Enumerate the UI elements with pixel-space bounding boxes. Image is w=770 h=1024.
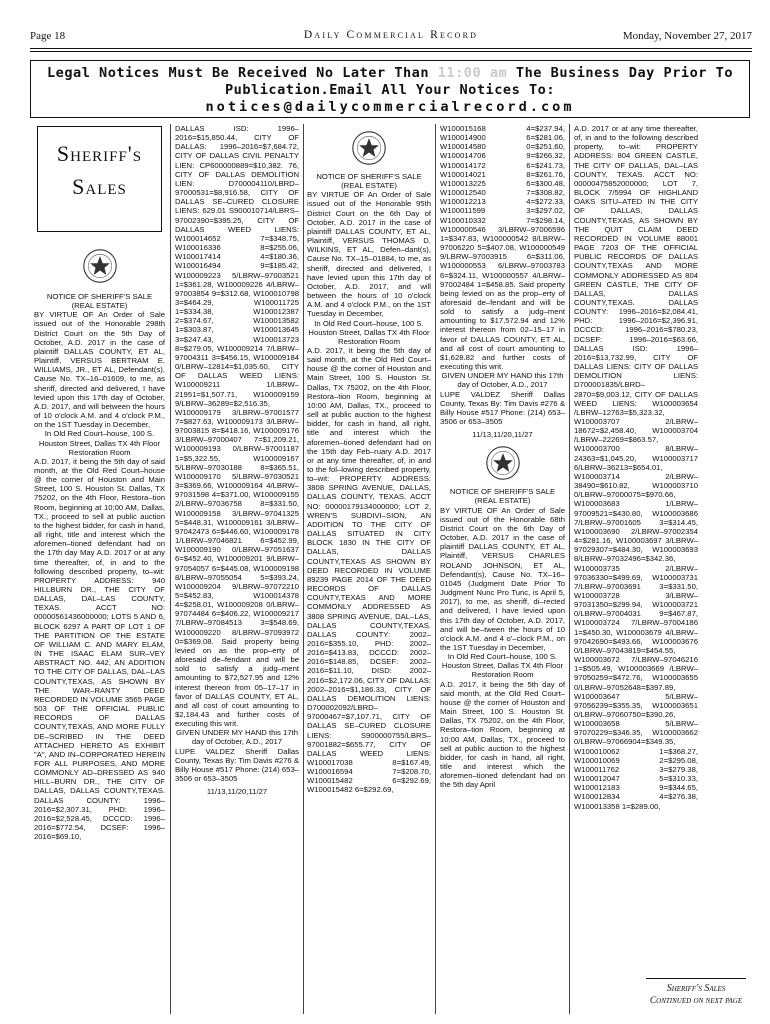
- column-1: [34, 124, 165, 1024]
- notice-location: In Old Red Court–house, 100 S. Houston Street, Dallas TX 4th Floor Restoration Room: [308, 318, 430, 346]
- section-title: Sheriff's Sales: [56, 141, 143, 199]
- notice-location: In Old Red Court–house, 100 S. Houston Street, Dallas TX 4th Floor Restoration Room: [38, 429, 161, 457]
- notice-signature-date: GIVEN UNDER MY HAND this 17th day of October, A.D., 2017: [175, 728, 299, 747]
- column-2: [175, 124, 299, 1024]
- column-divider: [569, 124, 570, 1014]
- column-divider: [435, 124, 436, 1014]
- page-number: Page 18: [30, 30, 66, 42]
- continued-note: [646, 978, 746, 1011]
- banner-line-2: Publication.Email All Your Notices To:: [225, 82, 555, 98]
- notice-body: BY VIRTUE OF An Order of Sale issued out of the Honorable 298th District Court on the 5th Day of October, A.D. 2017 in the case of plaintiff DALLAS COUNTY, ET AL, Plaintiff, VERSUS BERTRAM E. WILLIAMS, JR., ET AL, Defendant(s), Cause No. TX–16–01609, to me, as sheriff, directed and delivered, I have levied upon this 17th day of October, A.D. 2017, and will between the hours of 10 o'clock A.M. and 4 o'clock P.M., on the 1ST Tuesday in December,: [34, 310, 165, 430]
- notice-body: BY VIRTUE OF An Order of Sale issued out of the Honorable 68th District Court on the 6th Day of October, A.D. 2017 in the case of plaintiff DALLAS COUNTY, ET AL, Plaintiff, VERSUS CHARLES ROLAND JOHNSON, ET AL, Defendant(s), Cause No. TX–16–01045 (Judgment Date Prior To Judgment Nunc Pro Tunc, is April 5, 2017), to me, as sheriff, di–rected and delivered, I have levied upon this 17th day of October, A.D. 2017, and will be–tween the hours of 10 o'clock A.M. and 4 o'–clock P.M., on the 1ST Tuesday in December,: [440, 505, 565, 652]
- notice-body: A.D. 2017, it being the 5th day of said month, at the Old Red Court–house @ the corner of Houston and Main Street, 100 S. Houston St. Dallas, TX 75202, on the 4th Floor, Restora–tion Room, beginning at 10:00 AM, Dallas, TX., proceed to sell at public auction to the highest bidder, for cash in hand, all right, title and interest which the aforemen–tioned defendant had on the 15th day Feb–ruary A.D. 2017 or at any time thereafter, of, in and to the fol–lowing described property, to–wit: PROPERTY ADDRESS: 3808 SPRING AVENUE, DALLAS, DALLAS COUNTY, TEXAS. ACCT NO: 00000179134000000; LOT 2, WREN'S SUBDIVI–SION, AN ADDITION TO THE CITY OF DALLAS SITUATED IN CITY BLOCK 1830 IN THE CITY OF DALLAS, DALLAS COUNTY,TEXAS AS SHOWN BY DEED RECORDED IN VOLUME 89239 PAGE 2014 OF THE DEED RECORDS OF DALLAS COUNTY,TEXAS AND MORE COMMONLY ADDRESSED AS 3808 SPRING AVENUE, DAL–LAS, DALLAS COUNTY,TEXAS. DALLAS COUNTY: 2002–2016=$355.10, PHD: 2002–2016=$413.83, DCCCD: 2002–2016=$148.85, DCSEF: 2002–2016=$11.10, DISD: 2002–2016=$2,172.06, CITY OF DALLAS: 2002–2016=$1,186.33, CITY OF DALLAS DEMOLITION LIENS: D700002092/LBRD–97000467=$7,107.71, CITY OF DALLAS SE–CURED CLOSURE LIENS: S900000755/LBRS–97001882=$655.77, CITY OF DALLAS WEED LIENS: W100017038 8=$167.49, W100016594 7=$208.70, W100015482 6=$292.69, W100015482 6=$292.69,: [307, 345, 431, 795]
- notice-signature: LUPE VALDEZ Sheriff Dallas County, Texas By: Tim Davis #276 & Billy House #517 Phone: (214) 653–3506 or 653–3505: [440, 389, 565, 426]
- notice-title: NOTICE OF SHERIFF'S SALE: [449, 487, 556, 497]
- issue-date: Monday, November 27, 2017: [622, 30, 752, 42]
- publication-name: Daily Commercial Record: [303, 29, 479, 41]
- notice-body: A.D. 2017 or at any time thereafter, of, in and to the following described property, to–wit: PROPERTY ADDRESS: 804 GREEN CASTLE, THE CITY OF DALLAS, DAL–LAS COUNTY, TEXAS. ACCT NO: 00000475852000000; LOT 7, BLOCK 7/5994 OF HIGHLAND OAKS SITU–ATED IN THE CITY OF DALLAS, DALLAS COUNTY,TEXAS, AS SHOWN BY THE QUIT CLAIM DEED RECORDED IN VOLUME 88001 PAGE 7203 OF THE OFFICIAL PUBLIC RECORDS OF DALLAS COUNTY,TEXAS AND MORE COMMONLY ADDRESSED AS 804 GREEN CASTLE, THE CITY OF DALLAS, DALLAS COUNTY,TEXAS. DALLAS COUNTY: 1996–2016=$2,084.41, PHD: 1996–2016=$2,396.91, DCCCD: 1996–2016=$780.23, DCSEF: 1996–2016=$63.66, DALLAS ISD: 1996–2016=$13,732.99, CITY OF DALLAS LIENS: CITY OF DALLAS DEMOLITION LIENS: D700001835/LBRD–2870=$9,003.12, CITY OF DALLAS WEED LIENS: W100003654 /LBRW–12763=$5,323.32, W100003707 2/LBRW–18672=$2,458.40, W100003704 /LBRW–22269=$863.57, W100003700 8/LBRW–24363=$1,045.20, W100003717 6/LBRW–36213=$654.01, W100003714 2/LBRW–38490=$610.82, W100003710 0/LBRW–97000075=$970.66, W100003683 1/LBRW–97009521=$430.80, W100003686 7/LBRW–97001605 3=$314.45, W100003690 2/LBRW–97002354 4=$281.16, W100003697 3/LBRW–97029307=$484.30, W100003693 8/LBRW–97032496=$342.36, W100003735 2/LBRW–97036330=$499.69, W100003731 7/LBRW–97003691 3=$331.50, W100003728 3/LBRW–97031350=$299.94, W100003721 0/LBRW–97004031 9=$467.87, W100003724 7/LBRW–97004186 1=$450.30, W100003679 4/LBRW–97042690=$493.66, W100003676 0/LBRW–97043819=$454.55, W100003672 7/LBRW–97046216 1=$505.49, W100003669 /LBRW–97050259=$472.76, W100003655 0/LBRW–97052648=$397.89, W100003647 5/LBRW–97056239=$355.35, W100003651 0/LBRW–97060750=$390.26, W100003658 5/LBRW–97070229=$346.35, W100003662 0/LBRW–97066904=$349.35, W100010062 1=$368.27, W100010069 2=$295.08, W100011762 3=$279.38, W100012047 5=$310.33, W100012183 9=$344.65, W100012834 4=$276.38, W100013358 1=$289.00,: [574, 124, 698, 811]
- header-rule: [30, 48, 752, 49]
- banner-text: The Business Day Prior To: [507, 65, 734, 81]
- banner-text: Legal Notices Must Be Received No Later Than: [46, 65, 438, 81]
- notice-title: NOTICE OF SHERIFF'S SALE: [316, 172, 422, 181]
- column-3: [307, 124, 431, 1024]
- publication-dates: 11/13,11/20,11/27: [206, 787, 268, 797]
- notice-body: DALLAS ISD: 1996–2016=$15,850.44, CITY OF DALLAS: 1996–2016=$7,684.72, CITY OF DALLAS CIVIL PENALTY LIEN: CP600000889=$10,382. 76, CITY OF DALLAS DEMOLITION LIEN: D700004110/LBRD–97000531=$8,916.58, CITY OF DALLAS SE–CURED CLOSURE LIENS: 629.01 S900010714/LBRS–97002390=$395.25, CITY OF DALLAS WEED LIENS: W100014652 7=$348.75, W100016336 8=$255.06, W100017414 4=$180.36, W100016494 9=$185.42, W100009223 5/LBRW–97003521 1=$361.28, W100009226 4/LBRW–97003854 9=$312.68, W100010798 3=$464.29, W100011725 1=$334.38, W100012387 2=$374.67, W100013582 1=$303.87, W100013645 3=$247.43, W100013723 8=$279.05, W100009214 7/LBRW–97004311 3=$456.15, W100009184 0/LBRW–12814=$1,035.60, CITY OF DALLAS WEED LIENS: W100009211 1/LBRW–21951=$1,507.71, W100009159 9/LBRW–36289=$2,516.35, W100009179 3/LBRW–97001577 7=$827.63, W100009173 3/LBRW–97003815 8=$418.16, W100009176 3/LBRW–97000407 7=$1,209.21, W100009193 0/LBRW–97001187 1=$5,322.55, W100009167 5/LBRW–97030188 8=$365.51, W100009170 5/LBRW–97030521 3=$369.66, W100009164 4/LBRW–97031598 4=$371.00, W100009155 2/LBRW–97036758 8=$331.50, W100009158 3/LBRW–97041325 5=$448.31, W100009161 3/LBRW–97042473 6=$446.60, W100009178 1/LBRW–97046821 6=$452.99, W100009190 0/LBRW–97051637 6=$452.40, W100009201 9/LBRW–97054057 6=$445.08, W100009198 8/LBRW–97055054 5=$393.24, W100009204 9/LBRW–97072210 5=$452.83, W100014378 4=$258.01, W100009208 0/LBRW–97074484 6=$406.22, W100009217 7/LBRW–97084513 3=$548.69, W100009220 8/LBRW–97093972 0=$369.08. Said property being levied on as the prop–erty of aforesaid de–fendant and will be sold to satisfy a judg–ment amounting to $72,527.95 and 12% interest thereon from 05–17–17 in favor of DALLAS COUNTY, ET AL, and all cost of court amounting to $2,184.43 and further costs of executing this writ.: [175, 124, 299, 729]
- notice-body: BY VIRTUE OF An Order of Sale issued out of the Honorable 95th District Court on the 6th Day of October, A.D. 2017 in the case of plaintiff DALLAS COUNTY, ET AL, Plaintiff, VERSUS THOMAS D. WILKINS, ET AL, Defen–dant(s), Cause No. TX–15–01884, to me, as sheriff, directed and delivered, I have levied upon this 17th day of October, A.D. 2017, and will between the hours of 10 o'clock A.M. and 4 o'clock P.M., on the 1ST Tuesday in December,: [307, 190, 431, 319]
- column-divider: [170, 124, 171, 1014]
- banner-line-1: [31, 65, 749, 82]
- column-4: [440, 124, 565, 1024]
- notice-location: In Old Red Court–house, 100 S. Houston Street, Dallas TX 4th Floor Restoration Room: [441, 652, 564, 680]
- notice-subtitle: (REAL ESTATE): [71, 301, 128, 311]
- legal-notice-banner: [30, 60, 750, 118]
- sheriff-seal-icon: [82, 248, 118, 284]
- column-divider: [303, 124, 304, 1014]
- notice-body: A.D. 2017, it being the 5th day of said month, at the Old Red Court–house @ the corner of Houston and Main Street, 100 S. Houston St. Dallas, TX 75202, on the 4th Floor, Restora–tion Room, beginning at 10:00 AM, Dallas, TX., proceed to sell at public auction to the highest bidder, for cash in hand, all right, title and interest which the aforemen–tioned defendant had on the 17th day May A.D. 2017 or at any time thereafter, of, in and to the following described property, to–wit: PROPERTY ADDRESS: 940 HILLBURN DR., THE CITY OF DALLAS, DAL–LAS COUNTY, TEXAS. ACCT NO: 00000561436000000; LOTS 5 AND 6, BLOCK 6297 A PART OF LOT 1 OF THE PARTITION OF THE ESTATE OF WILLIAM C. AND MARY ELAM, IN THE ISAAC ELAM SUR–VEY ABSTRACT NO. 442, AN ADDITION TO THE CITY OF DALLAS, DAL–LAS COUNTY,TEXAS, AS SHOWN BY THE WAR–RANTY DEED RECORDED IN VOLUME 3565 PAGE 503 OF THE OFFICIAL PUBLIC RECORDS OF DALLAS COUNTY,TEXAS, AND MORE FULLY DE–SCRIBED IN THE DEED ATTACHED HERETO AS EXHIBIT "A", AND IN–CORPORATED HEREIN FOR ALL PURPOSES, AND MORE COMMONLY AD–DRESSED AS 940 HILL–BURN DR., THE CITY OF DALLAS, DALLAS COUNTY,TEXAS. DALLAS COUNTY: 1996–2016=$2,307.31, PHD: 1996–2016=$2,528.45, DCCCD: 1996–2016=$772.54, DCSEF: 1996–2016=$69.10,: [34, 456, 165, 842]
- sheriff-seal-icon: [351, 130, 387, 166]
- column-5: [574, 124, 746, 972]
- notice-subtitle: (REAL ESTATE): [474, 496, 531, 506]
- notice-body: A.D. 2017, it being the 5th day of said month, at the Old Red Court–house @ the corner of Houston and Main Street, 100 S. Houston St. Dallas, TX 75202, on the 4th Floor, Restora–tion Room, beginning at 10:00 AM, Dallas, TX., proceed to sell at public auction to the highest bidder, for cash in hand, all right, title and interest which the aforemen–tioned defendant had on the 5th day April: [440, 679, 565, 790]
- publication-dates: 11/13,11/20,11/27: [472, 430, 533, 440]
- notice-subtitle: (REAL ESTATE): [341, 181, 397, 191]
- continued-text: Continued on next page: [649, 996, 743, 1006]
- continued-section: Sheriff's Sales: [666, 983, 726, 994]
- section-title-box: [37, 126, 162, 232]
- sheriff-seal-icon: [485, 445, 521, 481]
- notice-signature: LUPE VALDEZ Sheriff Dallas County, Texas By: Tim Davis #276 & Billy House #517 Phone: (214) 653–3506 or 653–3505: [175, 746, 299, 784]
- banner-email: notices@dailycommercialrecord.com: [205, 99, 575, 115]
- notice-body: W100015168 4=$237.94, W100014900 6=$281.06, W100014580 0=$251.60, W100014706 9=$266.32, W100014172 6=$241.73, W100014021 8=$261.76, W100013225 6=$300.48, W100012540 7=$308.82, W100012213 4=$272.33, W100011599 3=$297.02, W100010332 7=$298.14, W100000546 3/LBRW–97006596 1=$347.83, W100000542 8/LBRW–97006220 5=$407.08, W100000549 9/LBRW–97003915 6=$311.06, W100000553 6/LBRW–97003783 6=$324.11, W100000557 4/LBRW–97002484 1=$458.85. Said property being levied on as the prop–erty of aforesaid de–fendant and will be sold to satisfy a judg–ment amounting to $17,572.94 and 12% interest thereon from 02–15–17 in favor of DALLAS COUNTY, ET AL, and all cost of court amounting to $1,628.82 and further costs of executing this writ.: [440, 124, 565, 372]
- page-header: [30, 30, 752, 46]
- header-rule-2: [30, 51, 752, 52]
- notice-title: NOTICE OF SHERIFF'S SALE: [46, 292, 153, 301]
- banner-deadline: 11:00 am: [437, 65, 508, 81]
- notice-signature-date: GIVEN UNDER MY HAND this 17th day of October, A.D., 2017: [441, 371, 564, 390]
